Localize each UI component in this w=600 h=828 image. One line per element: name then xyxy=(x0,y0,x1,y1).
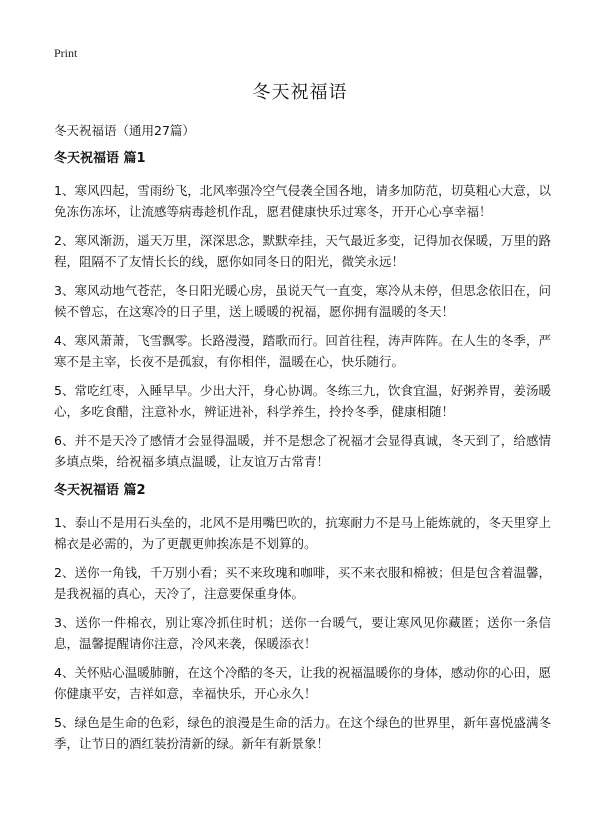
paragraph: 1、寒风四起，雪雨纷飞，北风率强冷空气侵袭全国各地，请多加防范，切莫粗心大意，以免冻伤冻坏，让流感等病毒趁机作乱，愿君健康快乐过寒冬，开开心心享幸福！ xyxy=(54,183,551,219)
page-title: 冬天祝福语 xyxy=(252,82,348,103)
paragraph: 6、并不是天冷了感情才会显得温暖，并不是想念了祝福才会显得真诚，冬天到了，给感情多填点柴，给祝福多填点温暖，让友谊万古常青！ xyxy=(54,433,551,469)
paragraph: 3、送你一件棉衣，别让寒冷抓住时机；送你一台暖气，要让寒风见你藏匿；送你一条信息，温馨提醒请你注意，冷风来袭，保暖添衣！ xyxy=(54,615,551,651)
print-link[interactable]: Print xyxy=(54,46,78,60)
section-heading: 冬天祝福语 篇1 xyxy=(54,151,146,166)
paragraph: 2、送你一角钱，千万别小看；买不来玫瑰和咖啡，买不来衣服和棉被；但是包含着温馨，是我祝福的真心，天冷了，注意要保重身体。 xyxy=(54,565,551,601)
paragraph: 4、寒风萧萧，飞雪飘零。长路漫漫，踏歌而行。回首往程，涛声阵阵。在人生的冬季，严寒不是主宰，长夜不是孤寂，有你相伴，温暖在心，快乐随行。 xyxy=(54,333,551,369)
paragraph: 1、泰山不是用石头垒的，北风不是用嘴巴吹的，抗寒耐力不是马上能炼就的，冬天里穿上棉衣是必需的，为了更靓更帅挨冻是不划算的。 xyxy=(54,515,551,551)
section-2 xyxy=(54,480,551,754)
document-content xyxy=(54,148,551,762)
section-heading: 冬天祝福语 篇2 xyxy=(54,483,146,498)
paragraph: 4、关怀贴心温暖肺腑，在这个冷酷的冬天，让我的祝福温暖你的身体，感动你的心田，愿你健康平安，吉祥如意，幸福快乐，开心永久！ xyxy=(54,665,551,701)
paragraph: 5、常吃红枣，入睡早早。少出大汗，身心协调。冬练三九，饮食宜温，好粥养胃，姜汤暖心，多吃食醋，注意补水，辨证进补，科学养生，拎拎冬季，健康相随！ xyxy=(54,383,551,419)
section-1 xyxy=(54,148,551,472)
document-subtitle: 冬天祝福语（通用27篇） xyxy=(54,123,195,138)
paragraph: 2、寒风渐沥，遥天万里，深深思念，默默牵挂，天气最近多变，记得加衣保暖，万里的路程，阻隔不了友情长长的线，愿你如同冬日的阳光，微笑永远！ xyxy=(54,233,551,269)
paragraph: 3、寒风动地气苍茫，冬日阳光暖心房，虽说天气一直变，寒冷从未停，但思念依旧在，问候不曾忘，在这寒冷的日子里，送上暖暖的祝福，愿你拥有温暖的冬天！ xyxy=(54,283,551,319)
paragraph: 5、绿色是生命的色彩，绿色的浪漫是生命的活力。在这个绿色的世界里，新年喜悦盛满冬季，让节日的酒红装扮清新的绿。新年有新景象！ xyxy=(54,715,551,751)
